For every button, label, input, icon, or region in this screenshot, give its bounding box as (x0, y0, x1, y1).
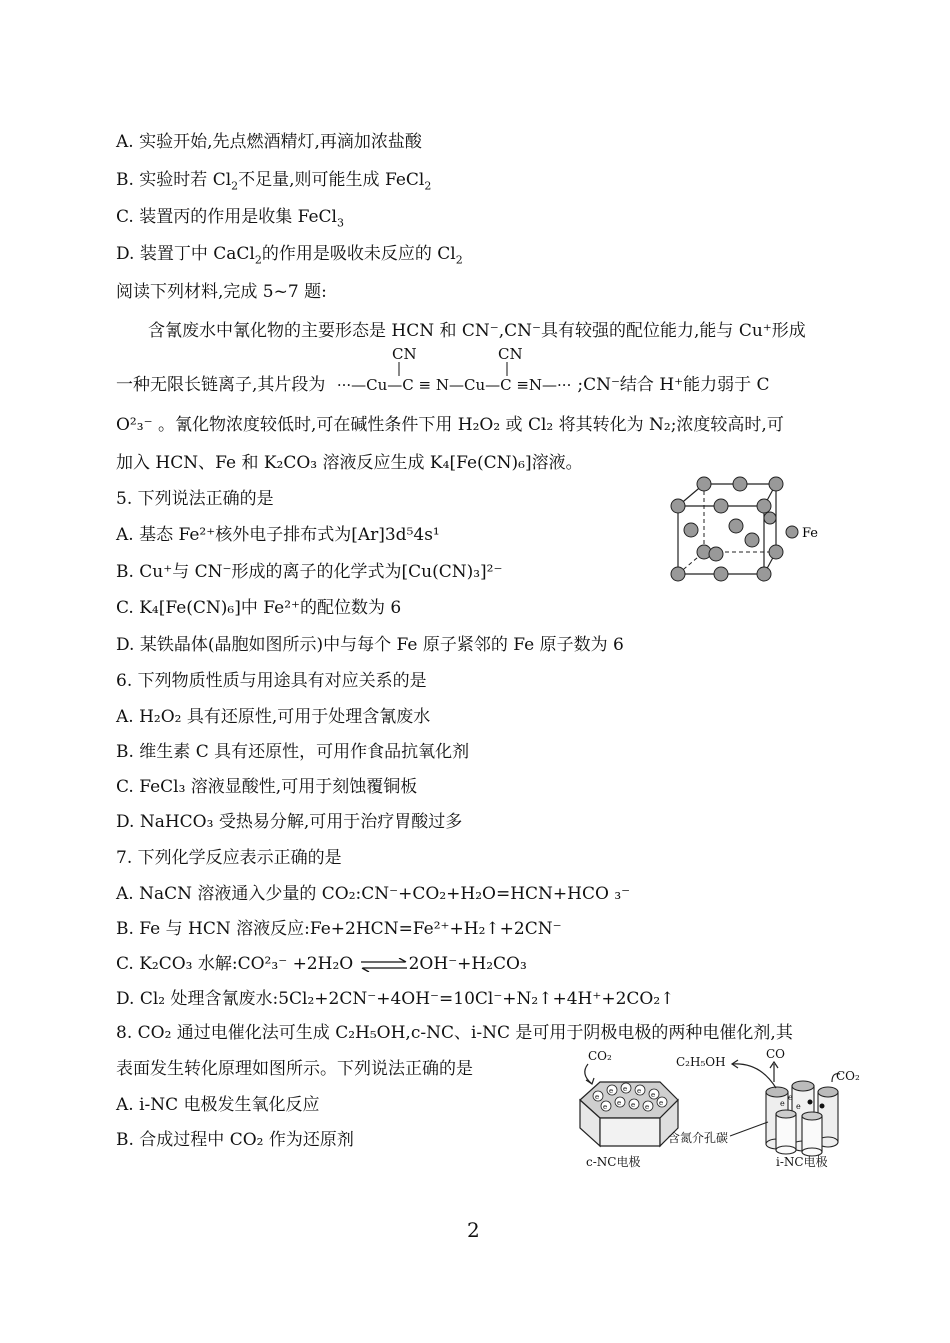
label-co: CO (766, 1047, 786, 1061)
svg-text:e: e (659, 1099, 664, 1107)
q4-option-a: A. 实验开始,先点燃酒精灯,再滴加浓盐酸 (116, 132, 422, 152)
cn-label-2: CN (498, 345, 523, 363)
reversible-arrow (359, 958, 409, 972)
svg-text:e: e (623, 1085, 628, 1093)
q5-option-a: A. 基态 Fe²⁺核外电子排布式为[Ar]3d⁵4s¹ (116, 525, 440, 545)
q6-option-b: B. 维生素 C 具有还原性，可用作食品抗氧化剂 (116, 742, 470, 762)
q5-stem: 5. 下列说法正确的是 (116, 489, 274, 509)
label-co2-left: CO₂ (588, 1049, 612, 1063)
svg-text:e: e (603, 1103, 608, 1111)
material-paragraph-line-4: 加入 HCN、Fe 和 K₂CO₃ 溶液反应生成 K₄[Fe(CN)₆]溶液。 (116, 453, 583, 473)
q4-option-b: B. 实验时若 $Cl_2$不足量,则可能生成 FeCl$_2$ (116, 170, 432, 193)
label-i-nc-electrode: i-NC电极 (776, 1155, 828, 1169)
electrocatalysis-figure (570, 1042, 870, 1172)
svg-text:e: e (617, 1099, 622, 1107)
material-paragraph-line-3: O²₃⁻ 。氰化物浓度较低时,可在碱性条件下用 H₂O₂ 或 Cl₂ 将其转化为 N₂;浓度较高时,可 (116, 415, 784, 435)
svg-text:e: e (788, 1093, 793, 1102)
label-co2-right: CO₂ (836, 1069, 860, 1083)
q7-option-a: A. NaCN 溶液通入少量的 CO₂:CN⁻+CO₂+H₂O=HCN+HCO ₃⁻ (116, 884, 631, 904)
svg-text:e: e (796, 1102, 801, 1111)
page-number: 2 (467, 1218, 480, 1242)
q5-option-d: D. 某铁晶体(晶胞如图所示)中与每个 Fe 原子紧邻的 Fe 原子数为 6 (116, 635, 624, 655)
q8-option-a: A. i-NC 电极发生氧化反应 (116, 1095, 320, 1115)
q5-option-b: B. Cu⁺与 CN⁻形成的离子的化学式为[Cu(CN)₃]²⁻ (116, 562, 503, 582)
q8-stem-line-1: 8. CO₂ 通过电催化法可生成 C₂H₅OH,c-NC、i-NC 是可用于阴极电极的两种电催化剂,其 (116, 1023, 793, 1043)
q5-option-c: C. K₄[Fe(CN)₆]中 Fe²⁺的配位数为 6 (116, 598, 402, 618)
q7-option-d: D. Cl₂ 处理含氰废水:5Cl₂+2CN⁻+4OH⁻=10Cl⁻+N₂↑+4H⁺+2CO₂↑ (116, 989, 675, 1009)
q6-option-c: C. FeCl₃ 溶液显酸性,可用于刻蚀覆铜板 (116, 777, 418, 797)
q4-option-d: D. 装置丁中 CaCl$_2$的作用是吸收未反应的 $Cl_2$ (116, 244, 463, 267)
q6-stem: 6. 下列物质性质与用途具有对应关系的是 (116, 671, 427, 691)
q8-stem-line-2: 表面发生转化原理如图所示。下列说法正确的是 (116, 1059, 473, 1079)
svg-text:e: e (609, 1087, 614, 1095)
cn-label-1: CN (392, 345, 417, 363)
material-intro: 阅读下列材料,完成 5~7 题: (116, 282, 327, 302)
svg-text:e: e (595, 1093, 600, 1101)
q7-option-c: C. K₂CO₃ 水解:CO²₃⁻ +2H₂O 2OH⁻+H₂CO₃ (116, 954, 527, 974)
svg-text:e: e (651, 1091, 656, 1099)
q7-option-b: B. Fe 与 HCN 溶液反应:Fe+2HCN=Fe²⁺+H₂↑+2CN⁻ (116, 919, 562, 939)
chain-fragment: ···—Cu—C ≡ N—Cu—C ≡N—··· (336, 376, 572, 394)
label-c-nc-electrode: c-NC电极 (586, 1155, 641, 1169)
fe-unit-cell-figure (668, 474, 828, 586)
svg-text:e: e (631, 1101, 636, 1109)
q4-option-c: C. 装置丙的作用是收集 FeCl$_3$ (116, 207, 344, 230)
label-porous-carbon: 含氮介孔碳 (668, 1131, 729, 1145)
svg-text:e: e (780, 1099, 785, 1108)
svg-text:e: e (637, 1087, 642, 1095)
material-paragraph-line-1: 含氰废水中氰化物的主要形态是 HCN 和 CN⁻,CN⁻具有较强的配位能力,能与 Cu⁺形成 (148, 321, 806, 341)
fe-legend-label: Fe (802, 526, 819, 541)
q6-option-a: A. H₂O₂ 具有还原性,可用于处理含氰废水 (116, 707, 431, 727)
material-paragraph-line-2: 一种无限长链离子,其片段为 ···—Cu—C ≡ N—Cu—C ≡N—··· ;CN⁻结合 H⁺能力弱于 C (116, 375, 770, 395)
label-c2h5oh: C₂H₅OH (676, 1055, 726, 1069)
fe-legend-atom (786, 526, 798, 538)
svg-text:e: e (645, 1103, 650, 1111)
q8-option-b: B. 合成过程中 CO₂ 作为还原剂 (116, 1130, 354, 1150)
q6-option-d: D. NaHCO₃ 受热易分解,可用于治疗胃酸过多 (116, 812, 463, 832)
q7-stem: 7. 下列化学反应表示正确的是 (116, 848, 342, 868)
